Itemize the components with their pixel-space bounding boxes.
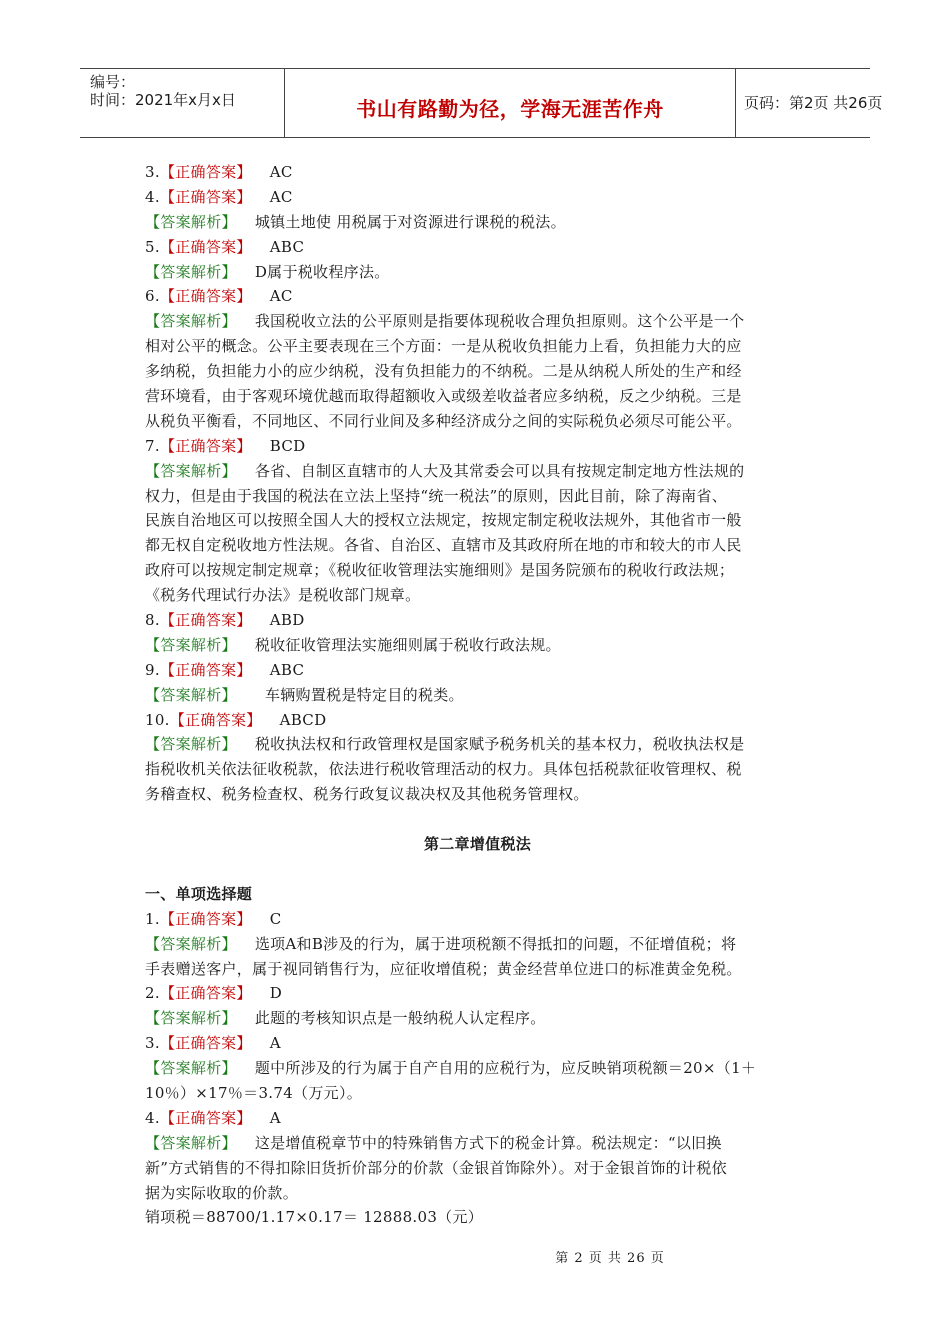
correct-answer-tag: 【正确答案】 bbox=[159, 287, 252, 306]
analysis-tag: 【答案解析】 bbox=[145, 685, 237, 704]
text-line: 从税负平衡看，不同地区、不同行业间及多种经济成分之间的实际税负必须尽可能公平。 bbox=[145, 411, 742, 430]
correct-answer-tag: 【正确答案】 bbox=[159, 1034, 252, 1053]
text-line: 权力，但是由于我国的税法在立法上坚持“统一税法”的原则，因此目前，除了海南省、 bbox=[145, 486, 728, 505]
text-line: 民族自治地区可以按照全国人大的授权立法规定，按规定制定税收法规外，其他省市一般 bbox=[145, 511, 742, 530]
answer-line: 8.【正确答案】 ABD bbox=[145, 611, 305, 630]
analysis-line: 【答案解析】 选项A和B涉及的行为，属于进项税额不得抵扣的问题，不征增值税；将 bbox=[145, 934, 737, 953]
answer-line: 5.【正确答案】 ABC bbox=[145, 237, 305, 256]
analysis-line: 【答案解析】 各省、自制区直辖市的人大及其常委会可以具有按规定制定地方性法规的 bbox=[145, 461, 745, 480]
motto: 书山有路勤为径，学海无涯苦作舟 bbox=[356, 97, 664, 121]
text-line: 相对公平的概念。公平主要表现在三个方面：一是从税收负担能力上看，负担能力大的应 bbox=[145, 337, 742, 356]
analysis-line: 【答案解析】 税收征收管理法实施细则属于税收行政法规。 bbox=[145, 635, 561, 654]
analysis-line: 【答案解析】 税收执法权和行政管理权是国家赋予税务机关的基本权力，税收执法权是 bbox=[145, 735, 745, 754]
header-page-cell bbox=[736, 69, 883, 137]
answer-line: 3.【正确答案】 A bbox=[145, 1034, 281, 1053]
correct-answer-tag: 【正确答案】 bbox=[169, 710, 262, 729]
text-line: 新”方式销售的不得扣除旧货折价部分的价款（金银首饰除外）。对于金银首饰的计税依 bbox=[145, 1158, 727, 1177]
analysis-line: 【答案解析】 题中所涉及的行为属于自产自用的应税行为，应反映销项税额＝20×（1＋ bbox=[145, 1059, 757, 1078]
text-line: 《税务代理试行办法》是税收部门规章。 bbox=[145, 586, 421, 605]
correct-answer-tag: 【正确答案】 bbox=[159, 660, 252, 679]
correct-answer-tag: 【正确答案】 bbox=[159, 237, 252, 256]
answer-line: 10.【正确答案】 ABCD bbox=[145, 710, 327, 729]
correct-answer-tag: 【正确答案】 bbox=[159, 163, 252, 181]
text-line: 营环境看，由于客观环境优越而取得超额收入或级差收益者应多纳税，反之少纳税。三是 bbox=[145, 387, 742, 406]
chapter-heading: 第二章增值税法 bbox=[423, 835, 532, 854]
answer-line: 4.【正确答案】 AC bbox=[145, 187, 293, 206]
page-header bbox=[80, 68, 883, 138]
document-body bbox=[145, 160, 810, 1230]
date-label: 时间：2021年x月x日 bbox=[90, 91, 236, 109]
section-heading: 一、单项选择题 bbox=[145, 884, 253, 903]
text-line: 多纳税，负担能力小的应少纳税，没有负担能力的不纳税。二是从纳税人所处的生产和经 bbox=[145, 362, 742, 381]
analysis-line: 【答案解析】 车辆购置税是特定目的税类。 bbox=[145, 685, 464, 704]
text-line: 务稽查权、税务检查权、税务行政复议裁决权及其他税务管理权。 bbox=[145, 785, 589, 804]
correct-answer-tag: 【正确答案】 bbox=[159, 909, 252, 928]
analysis-tag: 【答案解析】 bbox=[145, 934, 237, 953]
analysis-line: 【答案解析】 此题的考核知识点是一般纳税人认定程序。 bbox=[145, 1009, 546, 1028]
answer-line: 7.【正确答案】 BCD bbox=[145, 436, 306, 455]
answer-line: 3.【正确答案】 AC bbox=[145, 163, 293, 181]
analysis-tag: 【答案解析】 bbox=[145, 212, 237, 231]
analysis-tag: 【答案解析】 bbox=[145, 735, 237, 754]
text-line: 指税收机关依法征收税款，依法进行税收管理活动的权力。具体包括税款征收管理权、税 bbox=[145, 760, 742, 779]
correct-answer-tag: 【正确答案】 bbox=[159, 611, 252, 630]
answer-line: 1.【正确答案】 C bbox=[145, 909, 282, 928]
text-line: 都无权自定税收地方性法规。各省、自治区、直辖市及其政府所在地的市和较大的市人民 bbox=[145, 536, 742, 555]
answer-line: 2.【正确答案】 D bbox=[145, 984, 283, 1003]
answer-line: 6.【正确答案】 AC bbox=[145, 287, 293, 306]
analysis-line: 【答案解析】 城镇土地使 用税属于对资源进行课税的税法。 bbox=[145, 212, 566, 231]
analysis-tag: 【答案解析】 bbox=[145, 1133, 237, 1152]
page-indicator: 页码：第2页 共26页 bbox=[744, 94, 883, 112]
analysis-tag: 【答案解析】 bbox=[145, 635, 237, 654]
text-line: 销项税＝88700/1.17×0.17＝ 12888.03（元） bbox=[145, 1208, 484, 1227]
correct-answer-tag: 【正确答案】 bbox=[159, 984, 252, 1003]
analysis-tag: 【答案解析】 bbox=[145, 1059, 237, 1078]
correct-answer-tag: 【正确答案】 bbox=[159, 436, 252, 455]
answer-line: 4.【正确答案】 A bbox=[145, 1108, 281, 1127]
text-line: 10％）×17％＝3.74（万元）。 bbox=[145, 1083, 363, 1102]
analysis-tag: 【答案解析】 bbox=[145, 312, 237, 331]
header-meta bbox=[80, 69, 285, 137]
analysis-line: 【答案解析】 D属于税收程序法。 bbox=[145, 262, 390, 281]
answer-line: 9.【正确答案】 ABC bbox=[145, 660, 305, 679]
text-line: 手表赠送客户，属于视同销售行为，应征收增值税；黄金经营单位进口的标准黄金免税。 bbox=[145, 959, 742, 978]
analysis-line: 【答案解析】 这是增值税章节中的特殊销售方式下的税金计算。税法规定：“以旧换 bbox=[145, 1133, 722, 1152]
text-line: 据为实际收取的价款。 bbox=[145, 1183, 299, 1202]
number-label: 编号： bbox=[90, 73, 136, 91]
text-line: 政府可以按规定制定规章；《税收征收管理法实施细则》是国务院颁布的税收行政法规； bbox=[145, 561, 735, 580]
analysis-tag: 【答案解析】 bbox=[145, 461, 237, 480]
page-footer: 第 2 页 共 26 页 bbox=[555, 1251, 665, 1266]
header-motto-cell bbox=[285, 69, 736, 137]
analysis-tag: 【答案解析】 bbox=[145, 262, 237, 281]
analysis-tag: 【答案解析】 bbox=[145, 1009, 237, 1028]
correct-answer-tag: 【正确答案】 bbox=[159, 1108, 252, 1127]
correct-answer-tag: 【正确答案】 bbox=[159, 187, 252, 206]
analysis-line: 【答案解析】 我国税收立法的公平原则是指要体现税收合理负担原则。这个公平是一个 bbox=[145, 312, 745, 331]
